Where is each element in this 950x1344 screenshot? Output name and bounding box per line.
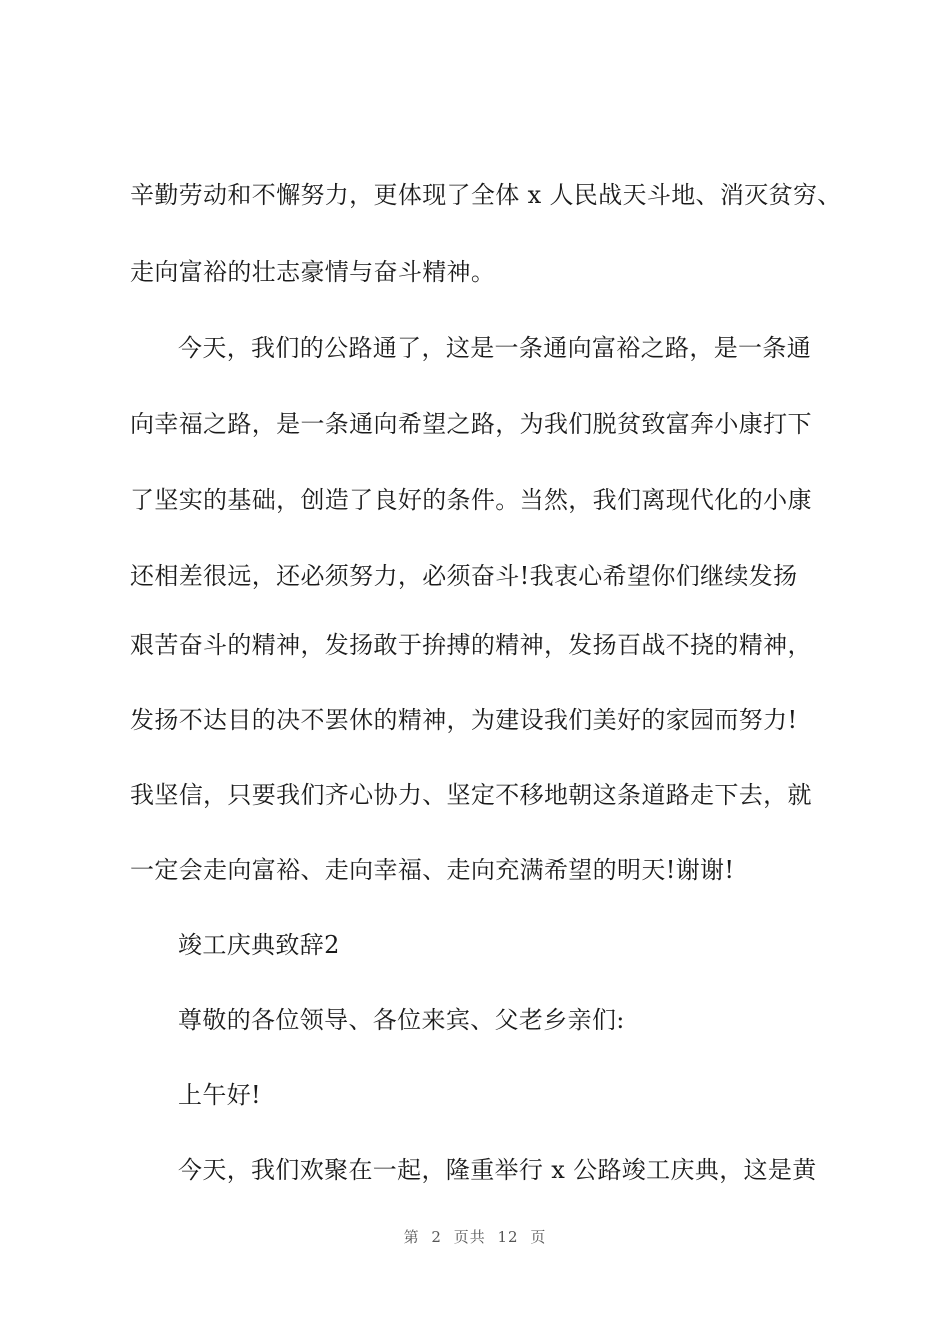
text-line: 走向富裕的壮志豪情与奋斗精神。 xyxy=(130,258,496,286)
text-line: 艰苦奋斗的精神，发扬敢于拚搏的精神，发扬百战不挠的精神， xyxy=(130,631,812,659)
salutation: 尊敬的各位领导、各位来宾、父老乡亲们: xyxy=(178,1006,625,1034)
greeting: 上午好! xyxy=(178,1081,262,1109)
text-line: 一定会走向富裕、走向幸福、走向充满希望的明天!谢谢! xyxy=(130,856,735,884)
text-line: 了坚实的基础，创造了良好的条件。当然，我们离现代化的小康 xyxy=(130,486,812,514)
text-line: 辛勤劳动和不懈努力，更体现了全体 x 人民战天斗地、消灭贫穷、 xyxy=(130,181,842,209)
text-line: 发扬不达目的决不罢休的精神，为建设我们美好的家园而努力! xyxy=(130,706,798,734)
paragraph-start-line: 今天，我们欢聚在一起，隆重举行 x 公路竣工庆典，这是黄 xyxy=(178,1156,817,1184)
text-line: 向幸福之路，是一条通向希望之路，为我们脱贫致富奔小康打下 xyxy=(130,410,812,438)
text-line: 还相差很远，还必须努力，必须奋斗!我衷心希望你们继续发扬 xyxy=(130,562,798,590)
page-number-footer: 第 2 页共 12 页 xyxy=(403,1228,547,1246)
text-line: 我坚信，只要我们齐心协力、坚定不移地朝这条道路走下去，就 xyxy=(130,781,812,809)
section-heading: 竣工庆典致辞2 xyxy=(178,931,340,959)
paragraph-start-line: 今天，我们的公路通了，这是一条通向富裕之路，是一条通 xyxy=(178,334,812,362)
